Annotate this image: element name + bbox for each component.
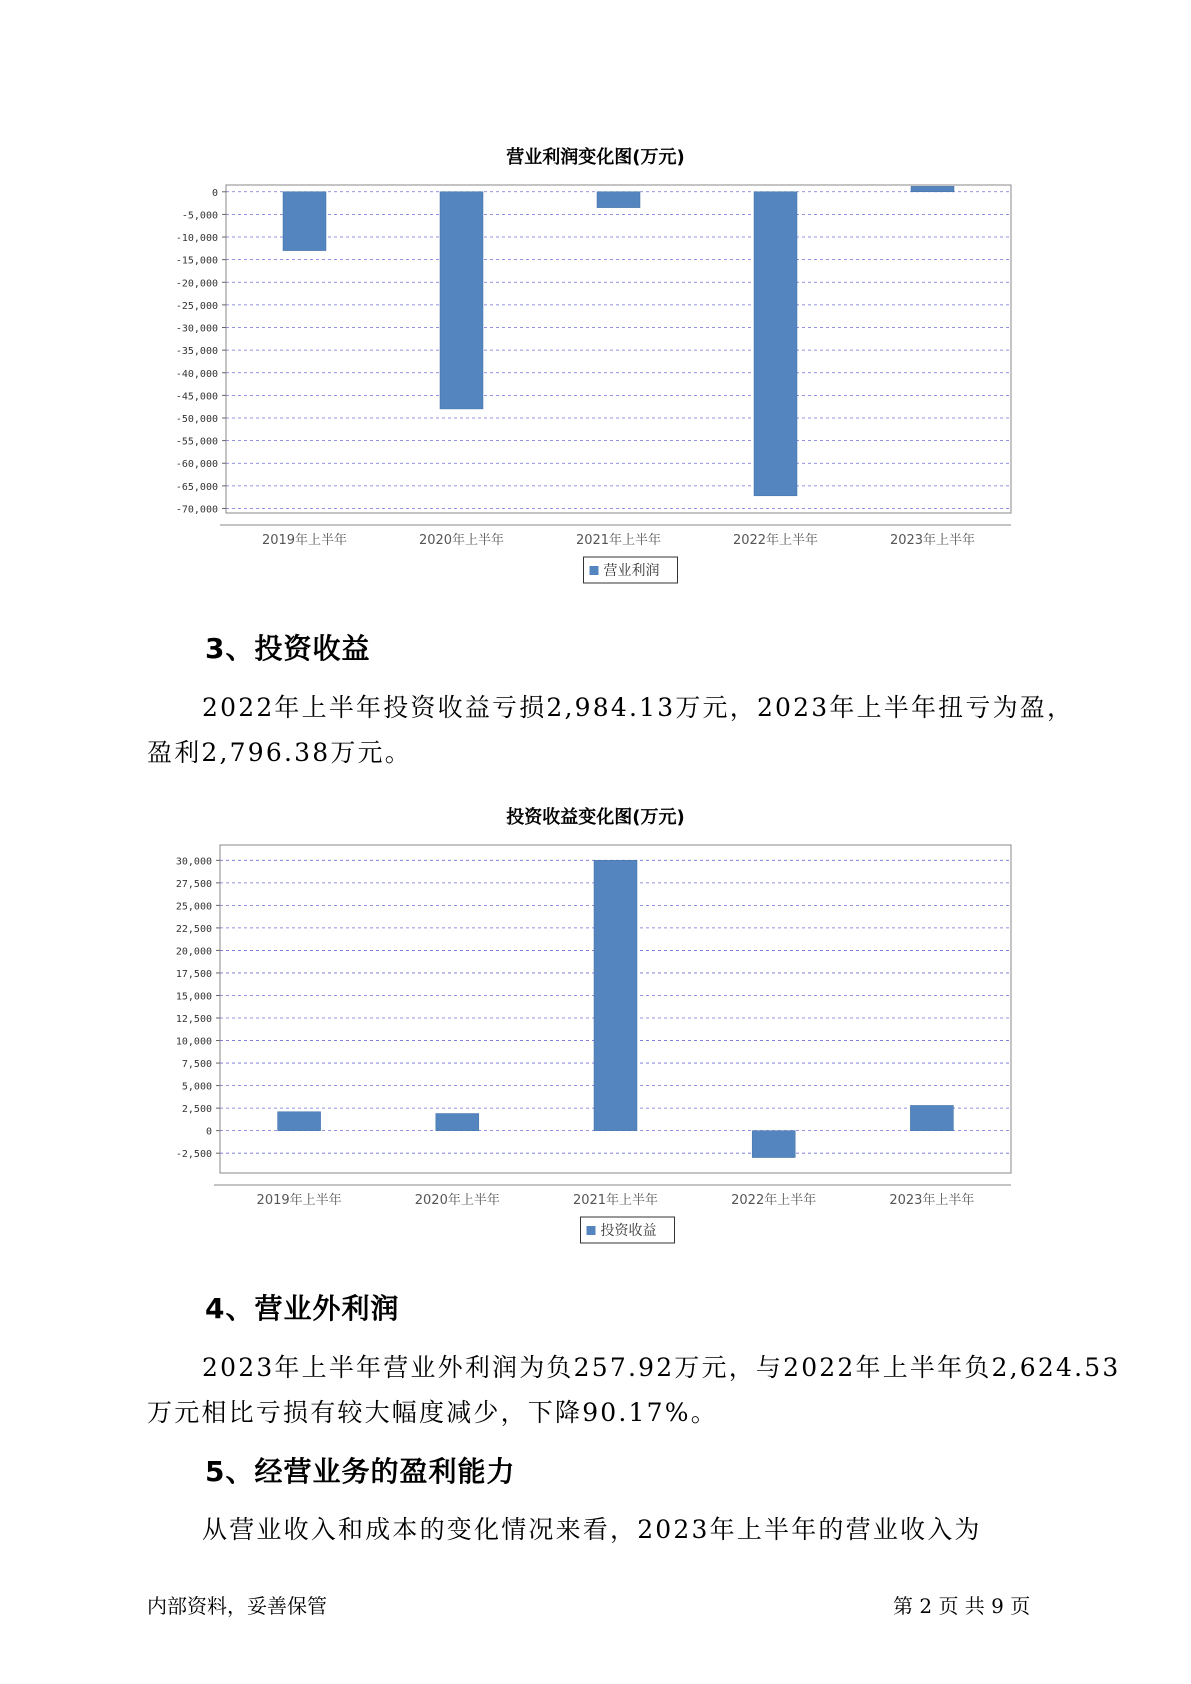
y-tick-label: 22,500 (175, 923, 212, 935)
bar (436, 1114, 479, 1131)
legend-swatch (587, 1226, 596, 1235)
section4-paragraph-line1: 2023年上半年营业外利润为负257.92万元，与2022年上半年负2,624.53 (202, 1353, 1121, 1382)
bar (283, 192, 326, 251)
operating-profit-chart (0, 170, 1191, 590)
y-tick-label: -65,000 (175, 481, 218, 493)
section3-heading: 3、投资收益 (205, 632, 371, 665)
x-tick-label: 2019年上半年 (256, 1193, 342, 1208)
y-tick-label: 20,000 (175, 946, 212, 958)
section3-paragraph-line2: 盈利2,796.38万元。 (147, 738, 412, 767)
y-tick-label: 12,500 (175, 1014, 212, 1026)
bar (440, 192, 483, 409)
y-tick-label: -10,000 (175, 233, 218, 245)
section4-paragraph-line2: 万元相比亏损有较大幅度减少，下降90.17%。 (147, 1398, 718, 1427)
y-tick-label: -25,000 (175, 300, 218, 312)
footer-confidential-note: 内部资料，妥善保管 (147, 1594, 327, 1618)
y-tick-label: -55,000 (175, 436, 218, 448)
y-tick-label: 17,500 (175, 968, 212, 980)
y-tick-label: 0 (211, 187, 218, 199)
legend-label: 投资收益 (600, 1223, 657, 1239)
y-tick-label: 10,000 (175, 1036, 212, 1048)
y-tick-label: 2,500 (181, 1104, 212, 1116)
y-tick-label: -2,500 (175, 1149, 212, 1161)
bar (911, 186, 954, 191)
y-tick-label: 7,500 (181, 1059, 212, 1071)
y-tick-label: -35,000 (175, 346, 218, 358)
y-tick-label: -15,000 (175, 255, 218, 267)
operating-profit-chart-svg (0, 170, 1191, 590)
y-tick-label: 25,000 (175, 901, 212, 913)
chart2-title: 投资收益变化图(万元) (506, 807, 685, 828)
footer-page-number: 第 2 页 共 9 页 (893, 1594, 1031, 1618)
bar (910, 1105, 953, 1130)
x-tick-label: 2022年上半年 (732, 533, 819, 548)
chart1-title: 营业利润变化图(万元) (506, 147, 685, 168)
bar (594, 860, 637, 1130)
y-tick-label: -50,000 (175, 413, 218, 425)
x-tick-label: 2020年上半年 (414, 1193, 500, 1208)
x-tick-label: 2021年上半年 (575, 533, 662, 548)
y-tick-label: 30,000 (175, 856, 212, 868)
section3-paragraph-line1: 2022年上半年投资收益亏损2,984.13万元，2023年上半年扭亏为盈， (202, 693, 1075, 722)
section4-heading: 4、营业外利润 (205, 1292, 400, 1325)
x-tick-label: 2021年上半年 (572, 1193, 659, 1208)
y-tick-label: 0 (205, 1126, 212, 1138)
plot-area-frame (226, 185, 1011, 513)
x-tick-label: 2023年上半年 (889, 1193, 975, 1208)
investment-income-chart-svg (0, 830, 1191, 1250)
bar (752, 1131, 795, 1158)
section5-heading: 5、经营业务的盈利能力 (205, 1455, 516, 1488)
bar (597, 192, 640, 208)
y-tick-label: -30,000 (175, 323, 218, 335)
bar (754, 192, 797, 496)
section5-paragraph-line1: 从营业收入和成本的变化情况来看，2023年上半年的营业收入为 (202, 1515, 982, 1544)
x-tick-label: 2019年上半年 (261, 533, 348, 548)
y-tick-label: -5,000 (181, 210, 218, 222)
x-tick-label: 2023年上半年 (889, 533, 976, 548)
y-tick-label: -70,000 (175, 504, 218, 516)
y-tick-label: -45,000 (175, 391, 218, 403)
legend-label: 营业利润 (603, 563, 660, 579)
x-tick-label: 2020年上半年 (418, 533, 505, 548)
y-tick-label: 15,000 (175, 991, 212, 1003)
x-tick-label: 2022年上半年 (731, 1193, 817, 1208)
investment-income-chart (0, 830, 1191, 1250)
legend-swatch (590, 566, 599, 575)
y-tick-label: 5,000 (181, 1081, 212, 1093)
bar (278, 1112, 321, 1131)
y-tick-label: -20,000 (175, 278, 218, 290)
y-tick-label: -60,000 (175, 459, 218, 471)
y-tick-label: -40,000 (175, 368, 218, 380)
y-tick-label: 27,500 (175, 878, 212, 890)
